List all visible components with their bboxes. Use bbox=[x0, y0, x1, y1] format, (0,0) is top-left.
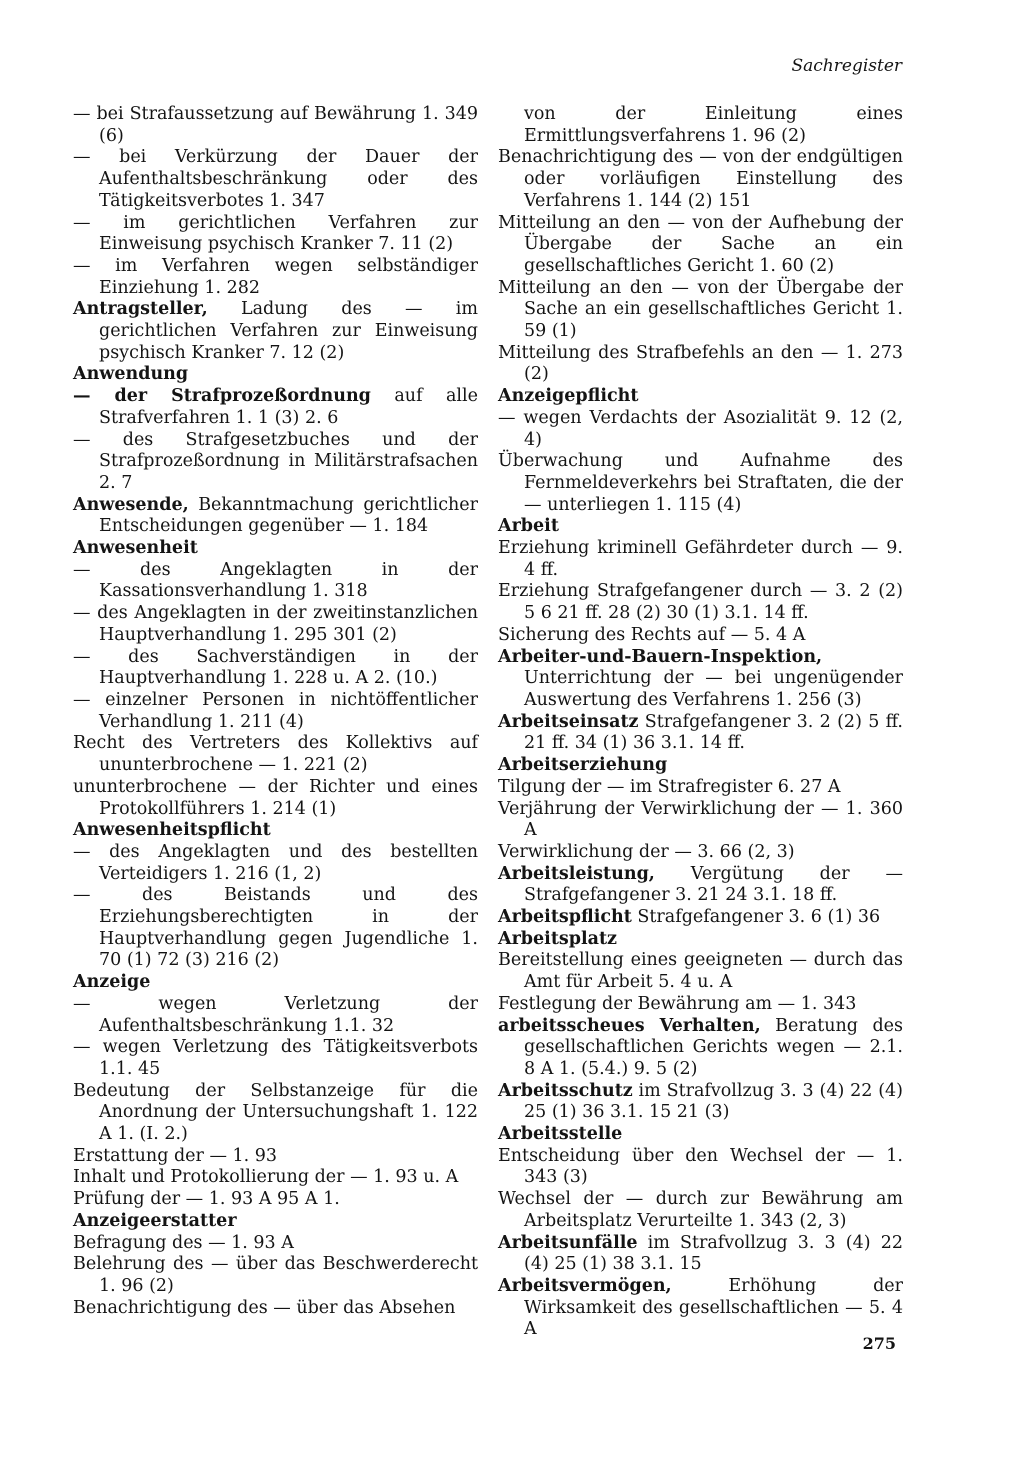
index-reference: Strafgefangener 3. 2 (2) 5 ff. 21 ff. 34 (1) 36 3.1. 14 ff. bbox=[524, 711, 903, 754]
index-subentry: — des Angeklagten in der Kassationsverhandlung 1. 318 bbox=[73, 559, 478, 602]
index-entry bbox=[498, 1233, 903, 1276]
index-subentry: Überwachung und Aufnahme des Fernmeldeverkehrs bei Straftaten, die der — unterliegen 1. 115 (4) bbox=[498, 451, 903, 515]
index-subentry: — bei Verkürzung der Dauer der Aufenthaltsbeschränkung oder des Tätigkeitsverbotes 1. 347 bbox=[73, 147, 478, 211]
index-subentry: Bereitstellung eines geeigneten — durch das Amt für Arbeit 5. 4 u. A bbox=[498, 950, 903, 993]
index-term: Arbeitsleistung, bbox=[498, 863, 655, 884]
index-subentry: Recht des Vertreters des Kollektivs auf ununterbrochene — 1. 221 (2) bbox=[73, 733, 478, 776]
index-reference: im Strafvollzug 3. 3 (4) 22 (4) 25 (1) 36 3.1. 15 21 (3) bbox=[524, 1080, 903, 1123]
index-reference: im Strafvollzug 3. 3 (4) 22 (4) 25 (1) 38 3.1. 15 bbox=[524, 1232, 903, 1275]
index-entry bbox=[498, 864, 903, 907]
index-entry bbox=[73, 495, 478, 538]
index-subentry: Tilgung der — im Strafregister 6. 27 A bbox=[498, 776, 841, 797]
index-reference: Bekanntmachung gerichtlicher Entscheidungen gegenüber — 1. 184 bbox=[99, 494, 478, 537]
index-reference: Vergütung der — Strafgefangener 3. 21 24 3.1. 18 ff. bbox=[524, 863, 903, 906]
index-subentry: — wegen Verdachts der Asozialität 9. 12 (2, 4) bbox=[498, 407, 903, 450]
index-subentry: Mitteilung an den — von der Übergabe der Sache an ein gesellschaftliches Gericht 1. 59 (1) bbox=[498, 277, 903, 342]
index-subentry: — im gerichtlichen Verfahren zur Einweisung psychisch Kranker 7. 11 (2) bbox=[73, 212, 478, 255]
index-term: Arbeitspflicht bbox=[498, 907, 632, 928]
index-subentry: Erziehung Strafgefangener durch — 3. 2 (2) 5 6 21 ff. 28 (2) 30 (1) 3.1. 14 ff. bbox=[498, 581, 903, 624]
index-term: Arbeitsvermögen, bbox=[498, 1275, 672, 1296]
index-entry bbox=[498, 1276, 903, 1341]
index-entry bbox=[73, 386, 478, 429]
index-subentry: — bei Strafaussetzung auf Bewährung 1. 349 (6) bbox=[73, 104, 478, 146]
index-term: Arbeitsschutz bbox=[498, 1080, 633, 1101]
index-reference: Ladung des — im gerichtlichen Verfahren zur Einweisung psychisch Kranker 7. 12 (2) bbox=[99, 299, 478, 363]
index-term: — der Strafprozeßordnung bbox=[73, 386, 371, 407]
index-subentry: — des Angeklagten in der zweitinstanzlichen Hauptverhandlung 1. 295 301 (2) bbox=[73, 603, 478, 645]
index-term: Arbeitseinsatz bbox=[498, 711, 639, 732]
index-subentry: — des Angeklagten und des bestellten Verteidigers 1. 216 (1, 2) bbox=[73, 841, 478, 884]
index-entry bbox=[498, 712, 903, 755]
index-heading: Anwesenheit bbox=[73, 538, 198, 559]
index-subentry: ununterbrochene — der Richter und eines Protokollführers 1. 214 (1) bbox=[73, 776, 478, 819]
index-subentry: Erstattung der — 1. 93 bbox=[73, 1145, 278, 1166]
index-subentry: — des Strafgesetzbuches und der Strafprozeßordnung in Militärstrafsachen 2. 7 bbox=[73, 429, 478, 493]
index-subentry: Benachrichtigung des — von der endgültigen oder vorläufigen Einstellung des Verfahrens 1. 144 (2) 151 bbox=[498, 147, 903, 211]
index-entry bbox=[498, 647, 903, 712]
index-subentry: Entscheidung über den Wechsel der — 1. 343 (3) bbox=[498, 1145, 903, 1188]
index-subentry: Inhalt und Protokollierung der — 1. 93 u. A bbox=[73, 1167, 459, 1188]
index-heading: Anzeigepflicht bbox=[498, 386, 639, 407]
index-subentry: Bedeutung der Selbstanzeige für die Anordnung der Untersuchungshaft 1. 122 A 1. (I. 2.) bbox=[73, 1080, 478, 1145]
index-subentry: Befragung des — 1. 93 A bbox=[73, 1232, 294, 1253]
index-heading: Arbeitsplatz bbox=[498, 928, 617, 949]
index-subentry: — einzelner Personen in nichtöffentlicher Verhandlung 1. 211 (4) bbox=[73, 689, 478, 732]
left-column bbox=[73, 104, 478, 1319]
index-reference: Unterrichtung der — bei ungenügender Auswertung des Verfahrens 1. 256 (3) bbox=[524, 668, 903, 710]
index-heading: Anzeige bbox=[73, 972, 151, 993]
index-term: Arbeiter-und-Bauern-Inspektion, bbox=[498, 646, 823, 667]
index-heading: Arbeit bbox=[498, 516, 559, 537]
index-subentry: Belehrung des — über das Beschwerderecht 1. 96 (2) bbox=[73, 1254, 478, 1296]
page-number: 275 bbox=[862, 1334, 896, 1353]
index-subentry: Benachrichtigung des — über das Absehen bbox=[73, 1297, 456, 1318]
index-subentry: Mitteilung des Strafbefehls an den — 1. 273 (2) bbox=[498, 342, 903, 385]
index-entry-continuation: von der Einleitung eines Ermittlungsverfahrens 1. 96 (2) bbox=[524, 104, 903, 146]
index-reference: auf alle Strafverfahren 1. 1 (3) 2. 6 bbox=[99, 386, 478, 428]
index-heading: Anwendung bbox=[73, 364, 189, 385]
index-subentry: — des Sachverständigen in der Hauptverhandlung 1. 228 u. A 2. (10.) bbox=[73, 646, 478, 689]
index-entry bbox=[73, 299, 478, 364]
index-subentry: Festlegung der Bewährung am — 1. 343 bbox=[498, 993, 857, 1014]
index-subentry: Sicherung des Rechts auf — 5. 4 A bbox=[498, 624, 806, 645]
index-term: arbeitsscheues Verhalten, bbox=[498, 1015, 761, 1036]
index-subentry: Verwirklichung der — 3. 66 (2, 3) bbox=[498, 841, 795, 862]
index-subentry: Prüfung der — 1. 93 A 95 A 1. bbox=[73, 1189, 340, 1210]
index-subentry: Wechsel der — durch zur Bewährung am Arbeitsplatz Verurteilte 1. 343 (2, 3) bbox=[498, 1189, 903, 1231]
index-entry bbox=[498, 1016, 903, 1081]
index-term: Anwesende, bbox=[73, 494, 189, 515]
index-heading: Arbeitserziehung bbox=[498, 755, 668, 776]
index-heading: Anwesenheitspflicht bbox=[73, 820, 271, 841]
index-term: Arbeitsunfälle bbox=[498, 1232, 638, 1253]
index-entry bbox=[498, 907, 903, 929]
index-subentry: Mitteilung an den — von der Aufhebung der Übergabe der Sache an ein gesellschaftliches Gericht 1. 60 (2) bbox=[498, 212, 903, 276]
index-entry bbox=[498, 1081, 903, 1124]
index-heading: Anzeigeerstatter bbox=[73, 1210, 237, 1231]
index-subentry: — des Beistands und des Erziehungsberechtigten in der Hauptverhandlung gegen Jugendliche 1. 70 (1) 72 (3) 216 (2) bbox=[73, 885, 478, 971]
index-subentry: — wegen Verletzung der Aufenthaltsbeschränkung 1.1. 32 bbox=[73, 993, 478, 1036]
right-column bbox=[498, 104, 903, 1341]
index-subentry: Verjährung der Verwirklichung der — 1. 360 A bbox=[498, 798, 903, 841]
running-head: Sachregister bbox=[791, 56, 902, 76]
index-subentry: — wegen Verletzung des Tätigkeitsverbots 1.1. 45 bbox=[73, 1037, 478, 1079]
index-reference: Erhöhung der Wirksamkeit des gesellschaftlichen — 5. 4 A bbox=[524, 1275, 903, 1340]
index-reference: Beratung des gesellschaftlichen Gerichts wegen — 2.1. 8 A 1. (5.4.) 9. 5 (2) bbox=[524, 1015, 903, 1079]
index-subentry: Erziehung kriminell Gefährdeter durch — 9. 4 ff. bbox=[498, 538, 903, 580]
index-heading: Arbeitsstelle bbox=[498, 1124, 623, 1145]
index-reference: Strafgefangener 3. 6 (1) 36 bbox=[631, 907, 881, 928]
index-term: Antragsteller, bbox=[73, 299, 208, 320]
index-subentry: — im Verfahren wegen selbständiger Einziehung 1. 282 bbox=[73, 255, 478, 298]
